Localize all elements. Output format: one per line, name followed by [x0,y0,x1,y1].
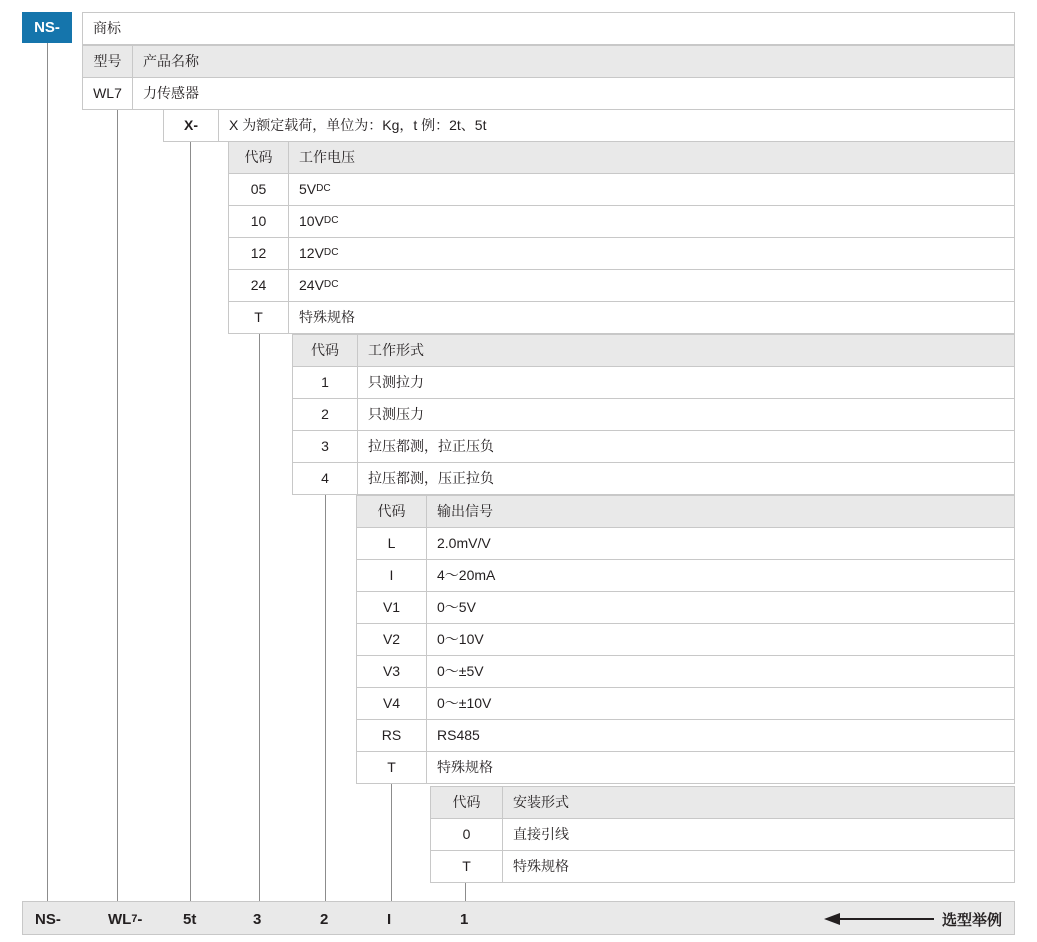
voltage-desc-main: 12V [299,245,324,262]
connector-line-mounting [465,882,466,901]
voltage-desc-sub: DC [316,183,331,195]
summary-part-mode: 2 [320,910,329,928]
rated-load-desc: X 为额定载荷，单位为：Kg，t 例：2t、5t [229,117,487,134]
mode-desc: 拉压都测，拉正压负 [368,438,494,455]
output-desc: 特殊规格 [437,759,493,776]
table-row-header [82,45,1015,78]
mode-desc: 只测拉力 [368,374,424,391]
voltage-desc-sub: DC [323,215,339,227]
voltage-header-code: 代码 [229,142,289,173]
rated-load-block [163,109,1015,142]
table-row-header [292,334,1015,367]
output-code: V3 [357,656,427,687]
model-block [82,45,1015,110]
selection-example-bar [22,901,1015,935]
summary-part-model [108,902,142,936]
mode-desc: 只测压力 [368,406,424,423]
table-row-header [430,786,1015,819]
model-code: WL7 [83,78,133,109]
connector-line-voltage [259,333,260,901]
output-desc: 0～5V [437,599,476,616]
mounting-code: 0 [431,819,503,850]
model-header-desc: 产品名称 [133,46,1014,77]
mode-code: 2 [293,399,358,430]
output-desc: 0～±5V [437,663,484,680]
output-signal-block [356,495,1015,784]
table-row [430,819,1015,851]
brand-label: 商标 [93,20,121,37]
mounting-header-desc: 安装形式 [503,787,1014,818]
summary-part-voltage: 3 [253,910,262,928]
mode-code: 3 [293,431,358,462]
output-header-desc: 输出信号 [427,496,1014,527]
table-row [356,528,1015,560]
voltage-desc [289,206,1014,237]
table-row [292,431,1015,463]
mode-desc: 拉压都测，压正拉负 [368,470,494,487]
summary-model-sub: 7 [131,913,138,925]
table-row [292,367,1015,399]
model-header-code: 型号 [83,46,133,77]
output-code: V4 [357,688,427,719]
voltage-desc-sub: DC [323,247,339,259]
table-row [82,12,1015,45]
arrow-left-icon [824,912,934,926]
table-row [82,78,1015,110]
brand-block [82,12,1015,45]
table-row-header [356,495,1015,528]
table-row [356,592,1015,624]
mounting-desc: 特殊规格 [513,858,569,875]
output-desc: 0～±10V [437,695,492,712]
table-row [356,752,1015,784]
output-header-code: 代码 [357,496,427,527]
table-row-header [228,141,1015,174]
summary-model-tail: - [137,910,143,928]
connector-line-brand [47,43,48,901]
working-voltage-block [228,141,1015,334]
voltage-code: 05 [229,174,289,205]
mode-header-code: 代码 [293,335,358,366]
table-row [228,302,1015,334]
example-arrow-group [824,902,1002,936]
model-desc: 力传感器 [143,85,199,102]
voltage-desc [289,270,1014,301]
connector-line-model [117,107,118,901]
voltage-code: 24 [229,270,289,301]
connector-line-output [391,784,392,901]
summary-part-load: 5t [183,910,197,928]
mode-code: 1 [293,367,358,398]
mounting-header-code: 代码 [431,787,503,818]
working-mode-block [292,334,1015,495]
voltage-desc [289,174,1014,205]
voltage-desc-main: 10V [299,213,324,230]
output-code: V2 [357,624,427,655]
example-label: 选型举例 [941,911,1002,929]
voltage-code: T [229,302,289,333]
connector-line-rated-load [190,140,191,901]
table-row [163,109,1015,142]
connector-line-mode [325,492,326,901]
mounting-desc: 直接引线 [513,826,569,843]
mounting-type-block [430,786,1015,883]
mode-header-desc: 工作形式 [358,335,1014,366]
output-code: T [357,752,427,783]
voltage-desc-main: 24V [299,277,324,294]
mounting-code: T [431,851,503,882]
voltage-header-desc: 工作电压 [289,142,1014,173]
output-desc: 2.0mV/V [437,535,491,552]
output-code: V1 [357,592,427,623]
table-row [430,851,1015,883]
summary-part-brand: NS- [35,910,61,928]
brand-badge: NS- [22,12,72,43]
summary-part-mounting: 1 [460,910,469,928]
voltage-desc-sub: DC [323,279,339,291]
table-row [292,399,1015,431]
voltage-code: 10 [229,206,289,237]
rated-load-code: X- [164,110,219,141]
voltage-desc: 特殊规格 [299,309,355,326]
table-row [292,463,1015,495]
table-row [228,238,1015,270]
voltage-desc-main: 5V [299,181,317,198]
output-code: L [357,528,427,559]
output-desc: 4～20mA [437,567,496,584]
table-row [356,656,1015,688]
mode-code: 4 [293,463,358,494]
table-row [228,174,1015,206]
output-code: RS [357,720,427,751]
output-code: I [357,560,427,591]
voltage-code: 12 [229,238,289,269]
output-desc: RS485 [437,727,480,744]
table-row [356,624,1015,656]
table-row [356,688,1015,720]
summary-part-output: I [387,910,392,928]
output-desc: 0～10V [437,631,484,648]
table-row [356,560,1015,592]
table-row [228,270,1015,302]
table-row [228,206,1015,238]
table-row [356,720,1015,752]
voltage-desc [289,238,1014,269]
summary-model-main: WL [108,910,132,928]
